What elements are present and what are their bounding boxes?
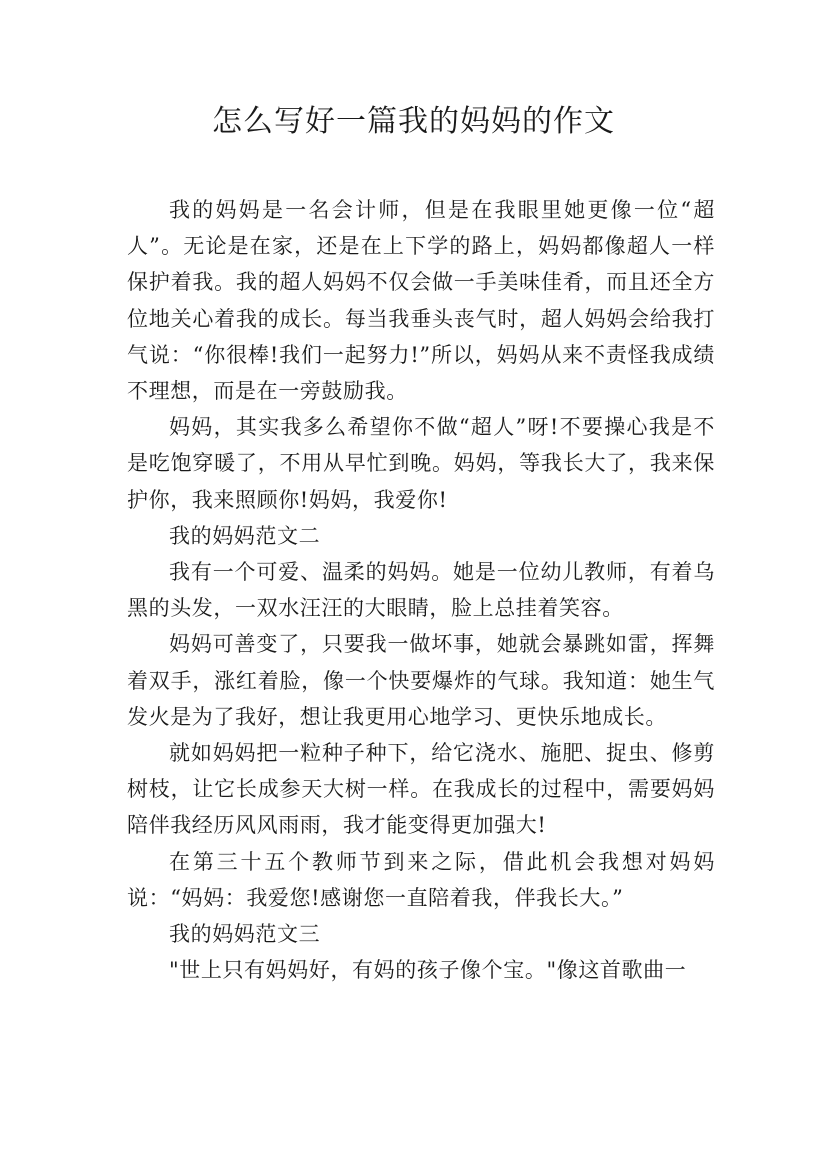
paragraph-6: 在第三十五个教师节到来之际，借此机会我想对妈妈说：“妈妈：我爱您!感谢您一直陪着我，伴我长大。” xyxy=(127,849,715,910)
paragraph-1: 我的妈妈是一名会计师，但是在我眼里她更像一位“超人”。无论是在家，还是在上下学的路上，妈妈都像超人一样保护着我。我的超人妈妈不仅会做一手美味佳肴，而且还全方位地关心着我的成长。每当我垂头丧气时，超人妈妈会给我打气说：“你很棒!我们一起努力!”所以，妈妈从来不责怪我成绩不理想，而是在一旁鼓励我。 xyxy=(127,198,715,404)
document-body xyxy=(127,192,715,988)
paragraph-5: 就如妈妈把一粒种子种下，给它浇水、施肥、捉虫、修剪树枝，让它长成参天大树一样。在我成长的过程中，需要妈妈陪伴我经历风风雨雨，我才能变得更加强大! xyxy=(127,741,715,838)
paragraph-2: 妈妈，其实我多么希望你不做“超人”呀!不要操心我是不是吃饱穿暖了，不用从早忙到晚。妈妈，等我长大了，我来保护你，我来照顾你!妈妈，我爱你! xyxy=(127,415,715,512)
section-heading-3: 我的妈妈范文三 xyxy=(169,922,321,947)
paragraph-3: 我有一个可爱、温柔的妈妈。她是一位幼儿教师，有着乌黑的头发，一双水汪汪的大眼睛，脸上总挂着笑容。 xyxy=(127,560,715,621)
document-title: 怎么写好一篇我的妈妈的作文 xyxy=(212,104,615,139)
paragraph-7: "世上只有妈妈好，有妈的孩子像个宝。"像这首歌曲一 xyxy=(169,958,687,983)
section-heading-2: 我的妈妈范文二 xyxy=(169,523,321,548)
paragraph-4: 妈妈可善变了，只要我一做坏事，她就会暴跳如雷，挥舞着双手，涨红着脸，像一个快要爆炸的气球。我知道：她生气发火是为了我好，想让我更用心地学习、更快乐地成长。 xyxy=(127,632,715,729)
